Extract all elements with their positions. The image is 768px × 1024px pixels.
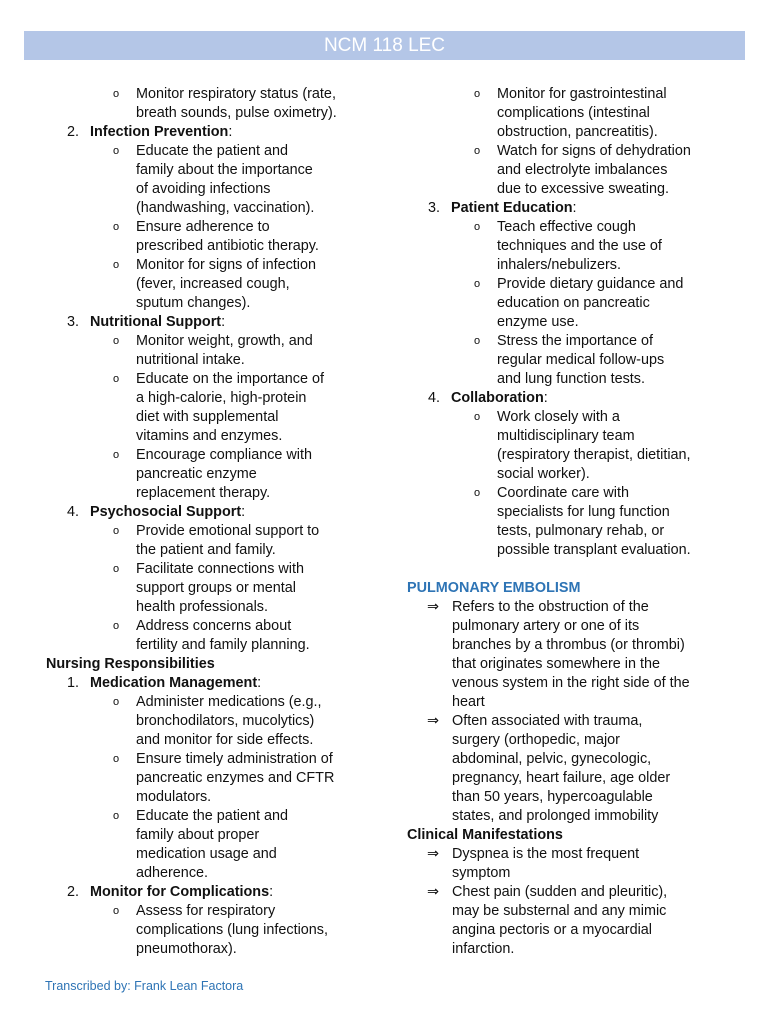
bullet-text — [136, 807, 376, 883]
text-line: (handwashing, vaccination). — [136, 200, 315, 216]
text-line: sputum changes). — [136, 295, 251, 311]
bullet-text — [136, 85, 376, 123]
text-line: possible transplant evaluation. — [497, 542, 691, 558]
bullet-marker: o — [113, 259, 120, 271]
text-line: bronchodilators, mucolytics) — [136, 713, 315, 729]
bullet-marker: o — [113, 221, 120, 233]
text-line: may be substernal and any mimic — [452, 903, 667, 919]
text-line: obstruction, pancreatitis). — [497, 124, 658, 140]
text-line: than 50 years, hypercoagulable — [452, 789, 653, 805]
text-line: Refers to the obstruction of the — [452, 599, 649, 615]
numbered-heading — [46, 123, 376, 142]
text-line: Monitor weight, growth, and — [136, 333, 313, 349]
text-line: social worker). — [497, 466, 590, 482]
bullet-item — [46, 807, 376, 883]
text-line: pneumothorax). — [136, 941, 237, 957]
text-line: Address concerns about — [136, 618, 292, 634]
heading-colon: : — [228, 124, 233, 140]
bullet-text — [497, 275, 752, 332]
bullet-text — [136, 218, 376, 256]
text-line: branches by a thrombus (or thrombi) — [452, 637, 685, 653]
section-title: Nursing Responsibilities — [46, 656, 215, 672]
item-number: 2. — [67, 884, 80, 900]
text-line: Work closely with a — [497, 409, 620, 425]
transcriber-credit: Transcribed by: Frank Lean Factora — [45, 979, 244, 993]
bullet-item — [407, 484, 752, 560]
text-line: Ensure timely administration of — [136, 751, 333, 767]
text-line: that originates somewhere in the — [452, 656, 660, 672]
bullet-item — [407, 408, 752, 484]
text-line: pregnancy, heart failure, age older — [452, 770, 671, 786]
text-line: a high-calorie, high-protein — [136, 390, 307, 406]
text-line: and monitor for side effects. — [136, 732, 314, 748]
heading-colon: : — [269, 884, 274, 900]
arrow-item — [407, 845, 752, 883]
text-line: Provide dietary guidance and — [497, 276, 684, 292]
text-line: enzyme use. — [497, 314, 579, 330]
text-line: multidisciplinary team — [497, 428, 635, 444]
arrow-text — [452, 598, 752, 712]
arrow-text — [452, 883, 752, 959]
numbered-heading — [46, 503, 376, 522]
bullet-marker: o — [474, 411, 481, 423]
bullet-marker: o — [113, 563, 120, 575]
text-line: Assess for respiratory — [136, 903, 276, 919]
arrow-icon: ⇒ — [427, 884, 440, 900]
bullet-item — [46, 256, 376, 313]
text-line: pancreatic enzyme — [136, 466, 257, 482]
left-column — [46, 85, 376, 959]
text-line: angina pectoris or a myocardial — [452, 922, 652, 938]
item-number: 2. — [67, 124, 80, 140]
bullet-marker: o — [113, 335, 120, 347]
text-line: Teach effective cough — [497, 219, 636, 235]
bullet-item — [407, 218, 752, 275]
bullet-text — [136, 560, 376, 617]
right-column — [407, 85, 752, 959]
bullet-text — [136, 332, 376, 370]
bullet-item — [46, 693, 376, 750]
text-line: tests, pulmonary rehab, or — [497, 523, 665, 539]
text-line: Coordinate care with — [497, 485, 629, 501]
bullet-marker: o — [113, 525, 120, 537]
bullet-text — [497, 218, 752, 275]
heading-label: Nutritional Support — [90, 314, 222, 330]
bullet-item — [46, 332, 376, 370]
bullet-marker: o — [113, 145, 120, 157]
bullet-text — [136, 370, 376, 446]
text-line: complications (intestinal — [497, 105, 650, 121]
text-line: abdominal, pelvic, gynecologic, — [452, 751, 652, 767]
text-line: (fever, increased cough, — [136, 276, 290, 292]
numbered-heading — [407, 199, 752, 218]
arrow-item — [407, 883, 752, 959]
heading-label: Infection Prevention — [90, 124, 229, 140]
text-line: Provide emotional support to — [136, 523, 320, 539]
bullet-marker: o — [113, 696, 120, 708]
bullet-text — [136, 142, 376, 218]
text-line: venous system in the right side of the — [452, 675, 690, 691]
heading-colon: : — [257, 675, 262, 691]
text-line: education on pancreatic — [497, 295, 650, 311]
bullet-text — [497, 332, 752, 389]
heading-label: Medication Management — [90, 675, 258, 691]
text-line: Ensure adherence to — [136, 219, 270, 235]
text-line: Stress the importance of — [497, 333, 653, 349]
bullet-marker: o — [474, 88, 481, 100]
bullet-item — [46, 142, 376, 218]
bullet-item — [407, 332, 752, 389]
bullet-text — [136, 750, 376, 807]
text-line: Administer medications (e.g., — [136, 694, 322, 710]
page-title: NCM 118 LEC — [323, 35, 446, 56]
text-line: Educate the patient and — [136, 808, 289, 824]
text-line: Watch for signs of dehydration — [497, 143, 691, 159]
heading-label: Patient Education — [451, 200, 573, 216]
bullet-item — [46, 522, 376, 560]
text-line: pancreatic enzymes and CFTR — [136, 770, 335, 786]
text-line: the patient and family. — [136, 542, 276, 558]
text-line: replacement therapy. — [136, 485, 271, 501]
text-line: complications (lung infections, — [136, 922, 328, 938]
text-line: family about the importance — [136, 162, 313, 178]
text-line: medication usage and — [136, 846, 277, 862]
arrow-text — [452, 845, 752, 883]
bullet-text — [497, 85, 752, 142]
text-line: family about proper — [136, 827, 260, 843]
text-line: regular medical follow-ups — [497, 352, 665, 368]
right-top-bullets — [407, 85, 752, 199]
numbered-heading — [407, 389, 752, 408]
bullet-item — [46, 446, 376, 503]
text-line: surgery (orthopedic, major — [452, 732, 620, 748]
text-line: Encourage compliance with — [136, 447, 312, 463]
text-line: support groups or mental — [136, 580, 296, 596]
text-line: inhalers/nebulizers. — [497, 257, 621, 273]
heading-label: Monitor for Complications — [90, 884, 270, 900]
arrow-icon: ⇒ — [427, 846, 440, 862]
bullet-text — [136, 693, 376, 750]
bullet-item — [46, 85, 376, 123]
text-line: Dyspnea is the most frequent — [452, 846, 640, 862]
heading-label: Psychosocial Support — [90, 504, 242, 520]
heading-colon: : — [543, 390, 548, 406]
text-line: symptom — [452, 865, 511, 881]
text-line: (respiratory therapist, dietitian, — [497, 447, 691, 463]
bullet-marker: o — [474, 487, 481, 499]
text-line: heart — [452, 694, 485, 710]
text-line: nutritional intake. — [136, 352, 245, 368]
pulmonary-embolism-heading: PULMONARY EMBOLISM — [407, 580, 581, 596]
text-line: prescribed antibiotic therapy. — [136, 238, 319, 254]
bullet-text — [136, 617, 376, 655]
numbered-heading — [46, 313, 376, 332]
text-line: infarction. — [452, 941, 515, 957]
numbered-heading — [46, 674, 376, 693]
text-line: health professionals. — [136, 599, 268, 615]
bullet-item — [46, 370, 376, 446]
bullet-item — [407, 275, 752, 332]
text-line: Educate on the importance of — [136, 371, 324, 387]
text-line: fertility and family planning. — [136, 637, 310, 653]
bullet-item — [46, 750, 376, 807]
heading-colon: : — [572, 200, 577, 216]
text-line: pulmonary artery or one of its — [452, 618, 640, 634]
text-line: and lung function tests. — [497, 371, 646, 387]
bullet-marker: o — [113, 905, 120, 917]
text-line: specialists for lung function — [497, 504, 670, 520]
arrow-icon: ⇒ — [427, 599, 440, 615]
heading-colon: : — [241, 504, 246, 520]
arrow-icon: ⇒ — [427, 713, 440, 729]
text-line: Facilitate connections with — [136, 561, 304, 577]
item-number: 3. — [67, 314, 80, 330]
bullet-text — [136, 902, 376, 959]
bullet-marker: o — [113, 88, 120, 100]
text-line: techniques and the use of — [497, 238, 662, 254]
text-line: modulators. — [136, 789, 212, 805]
clinical-manifestations-title: Clinical Manifestations — [407, 827, 563, 843]
heading-text — [90, 504, 245, 520]
bullet-marker: o — [113, 810, 120, 822]
bullet-item — [46, 902, 376, 959]
text-line: vitamins and enzymes. — [136, 428, 283, 444]
text-line: states, and prolonged immobility — [452, 808, 659, 824]
heading-text — [451, 200, 577, 216]
page-header — [24, 31, 745, 60]
bullet-marker: o — [113, 373, 120, 385]
heading-text — [451, 390, 548, 406]
item-number: 4. — [428, 390, 441, 406]
text-line: Often associated with trauma, — [452, 713, 643, 729]
bullet-item — [46, 218, 376, 256]
heading-text — [90, 314, 225, 330]
arrow-item — [407, 712, 752, 826]
arrow-item — [407, 598, 752, 712]
text-line: Monitor respiratory status (rate, — [136, 86, 336, 102]
arrow-text — [452, 712, 752, 826]
item-number: 4. — [67, 504, 80, 520]
numbered-heading — [46, 883, 376, 902]
bullet-text — [136, 256, 376, 313]
text-line: Chest pain (sudden and pleuritic), — [452, 884, 668, 900]
bullet-marker: o — [474, 278, 481, 290]
bullet-text — [136, 522, 376, 560]
text-line: breath sounds, pulse oximetry). — [136, 105, 337, 121]
bullet-item — [46, 617, 376, 655]
text-line: adherence. — [136, 865, 209, 881]
text-line: due to excessive sweating. — [497, 181, 669, 197]
item-number: 3. — [428, 200, 441, 216]
heading-colon: : — [221, 314, 226, 330]
bullet-marker: o — [474, 145, 481, 157]
bullet-text — [497, 142, 752, 199]
bullet-item — [407, 85, 752, 142]
heading-text — [90, 675, 261, 691]
text-line: diet with supplemental — [136, 409, 279, 425]
heading-text — [90, 884, 273, 900]
text-line: of avoiding infections — [136, 181, 271, 197]
heading-text — [90, 124, 232, 140]
bullet-text — [497, 484, 752, 560]
bullet-marker: o — [113, 620, 120, 632]
bullet-marker: o — [113, 449, 120, 461]
text-line: Monitor for gastrointestinal — [497, 86, 667, 102]
bullet-marker: o — [474, 221, 481, 233]
text-line: Educate the patient and — [136, 143, 289, 159]
bullet-marker: o — [474, 335, 481, 347]
bullet-text — [136, 446, 376, 503]
bullet-marker: o — [113, 753, 120, 765]
bullet-item — [46, 560, 376, 617]
bullet-item — [407, 142, 752, 199]
item-number: 1. — [67, 675, 80, 691]
text-line: and electrolyte imbalances — [497, 162, 668, 178]
heading-label: Collaboration — [451, 390, 544, 406]
text-line: Monitor for signs of infection — [136, 257, 316, 273]
bullet-text — [497, 408, 752, 484]
